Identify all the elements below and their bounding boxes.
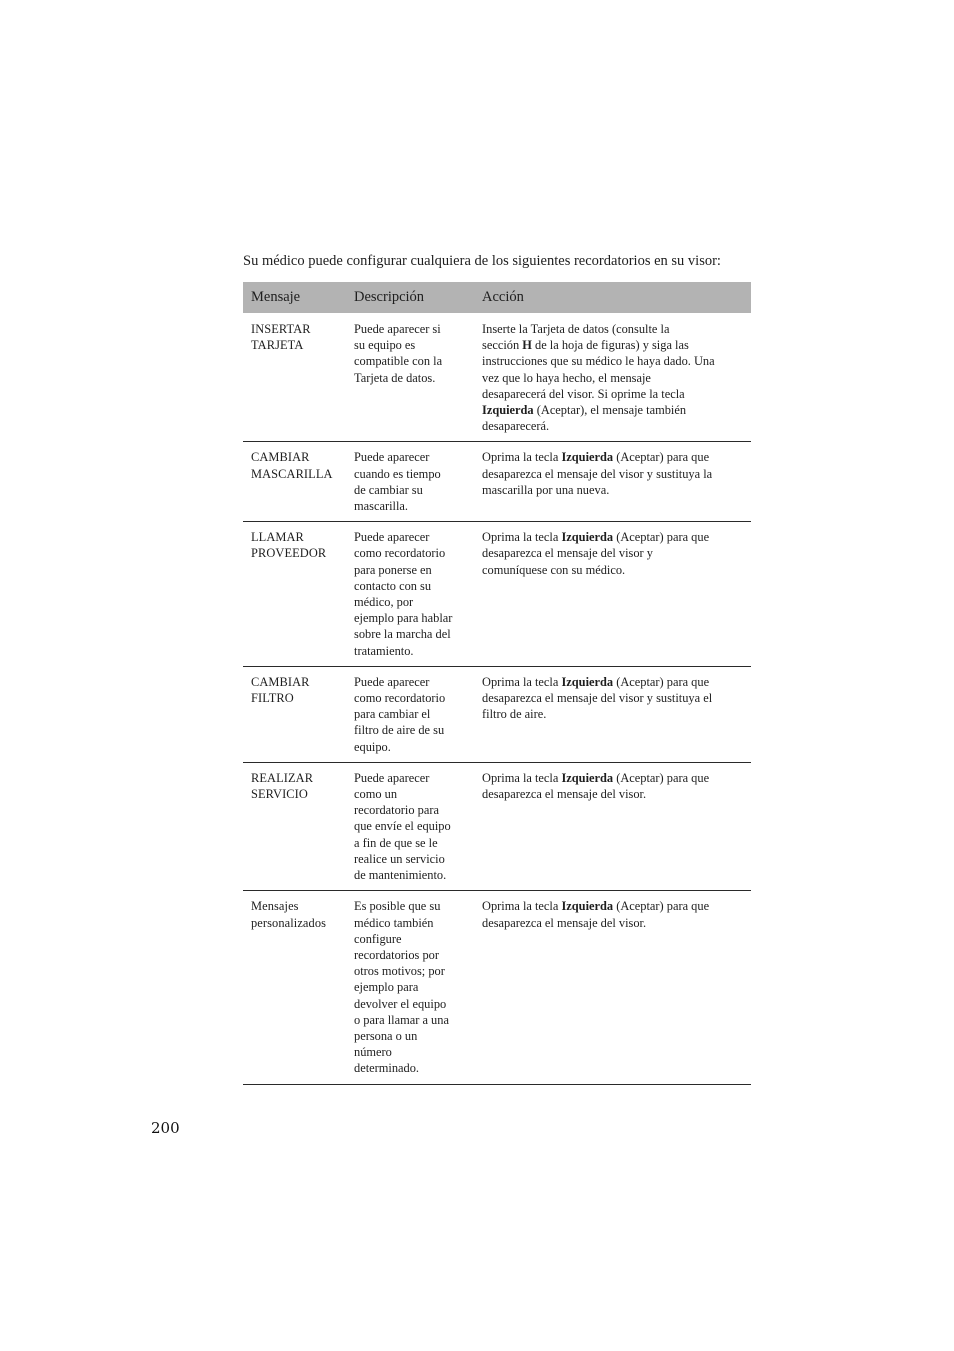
row-message: INSERTAR TARJETA bbox=[243, 313, 346, 442]
row-action: Oprima la tecla Izquierda (Aceptar) para que desaparezca el mensaje del visor y comuníquese con su médico. bbox=[474, 522, 751, 667]
row-description: Puede aparecer como recordatorio para ponerse en contacto con su médico, por ejemplo para hablar sobre la marcha del tratamiento. bbox=[346, 522, 474, 667]
reminders-table bbox=[243, 282, 751, 1085]
row-description: Es posible que su médico también configure recordatorios por otros motivos; por ejemplo para devolver el equipo o para llamar a una persona o un número determinado. bbox=[346, 891, 474, 1084]
row-message: Mensajes personalizados bbox=[243, 891, 346, 1084]
row-message: LLAMAR PROVEEDOR bbox=[243, 522, 346, 667]
row-action: Oprima la tecla Izquierda (Aceptar) para que desaparezca el mensaje del visor. bbox=[474, 891, 751, 1084]
table-header bbox=[243, 282, 751, 313]
table-row bbox=[243, 666, 751, 762]
page-number: 200 bbox=[151, 1119, 180, 1137]
table-row bbox=[243, 891, 751, 1084]
intro-text: Su médico puede configurar cualquiera de los siguientes recordatorios en su visor: bbox=[243, 253, 721, 269]
row-description: Puede aparecer como un recordatorio para que envíe el equipo a fin de que se le realice un servicio de mantenimiento. bbox=[346, 762, 474, 890]
header-mensaje: Mensaje bbox=[243, 282, 346, 313]
header-descripcion: Descripción bbox=[346, 282, 474, 313]
row-description: Puede aparecer como recordatorio para cambiar el filtro de aire de su equipo. bbox=[346, 666, 474, 762]
table-body bbox=[243, 313, 751, 1084]
row-action: Oprima la tecla Izquierda (Aceptar) para que desaparezca el mensaje del visor y sustituya la mascarilla por una nueva. bbox=[474, 442, 751, 522]
row-message: REALIZAR SERVICIO bbox=[243, 762, 346, 890]
table-row bbox=[243, 313, 751, 442]
table-row bbox=[243, 442, 751, 522]
table-row bbox=[243, 522, 751, 667]
table-row bbox=[243, 762, 751, 890]
row-message: CAMBIAR FILTRO bbox=[243, 666, 346, 762]
row-action: Oprima la tecla Izquierda (Aceptar) para que desaparezca el mensaje del visor. bbox=[474, 762, 751, 890]
header-accion: Acción bbox=[474, 282, 751, 313]
row-action: Inserte la Tarjeta de datos (consulte la sección H de la hoja de figuras) y siga las instrucciones que su médico le haya dado. Una vez que lo haya hecho, el mensaje desaparecerá del visor. Si oprime la tecla Izquierda (Aceptar), el mensaje también desaparecerá. bbox=[474, 313, 751, 442]
row-message: CAMBIAR MASCARILLA bbox=[243, 442, 346, 522]
row-description: Puede aparecer si su equipo es compatible con la Tarjeta de datos. bbox=[346, 313, 474, 442]
row-action: Oprima la tecla Izquierda (Aceptar) para que desaparezca el mensaje del visor y sustituya el filtro de aire. bbox=[474, 666, 751, 762]
row-description: Puede aparecer cuando es tiempo de cambiar su mascarilla. bbox=[346, 442, 474, 522]
